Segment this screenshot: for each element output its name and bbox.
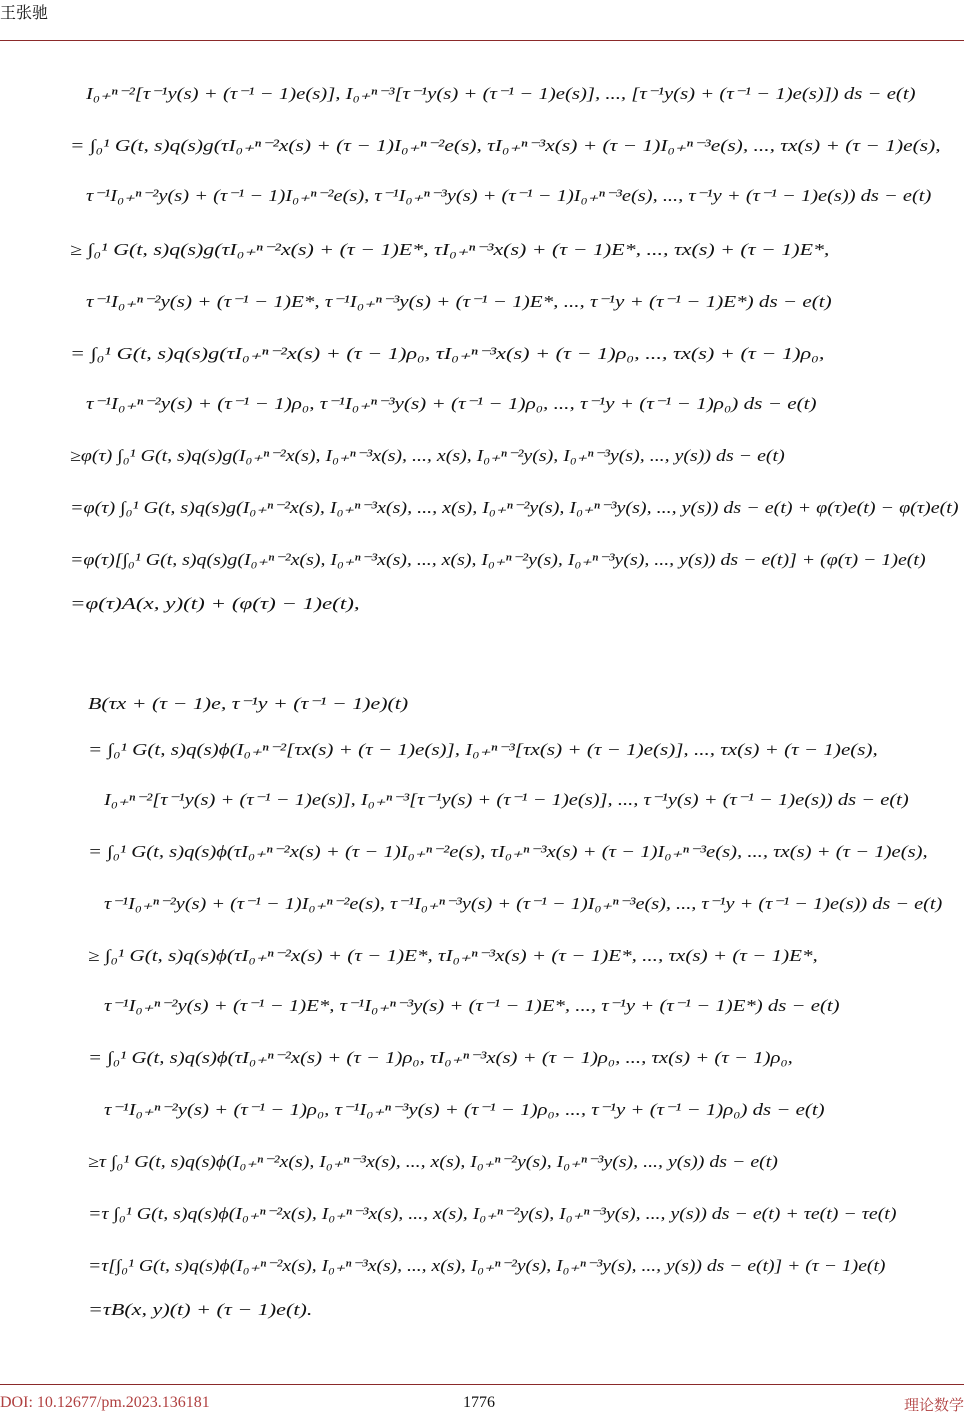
running-header-author: 王张驰 — [0, 3, 49, 22]
equation-line: =τ ∫₀¹ G(t, s)q(s)ϕ(I₀₊ⁿ⁻²x(s), I₀₊ⁿ⁻³x(s), ..., x(s), I₀₊ⁿ⁻²y(s), I₀₊ⁿ⁻³y(s), ..., y(s)) ds − e(t) + τe(t) − τe(t) — [88, 1204, 897, 1223]
footer-doi: DOI: 10.12677/pm.2023.136181 — [0, 1394, 210, 1411]
equation-line: ≥τ ∫₀¹ G(t, s)q(s)ϕ(I₀₊ⁿ⁻²x(s), I₀₊ⁿ⁻³x(s), ..., x(s), I₀₊ⁿ⁻²y(s), I₀₊ⁿ⁻³y(s), ..., y(s)) ds − e(t) — [88, 1152, 778, 1171]
equation-line: =τB(x, y)(t) + (τ − 1)e(t). — [88, 1300, 313, 1319]
header-rule — [0, 40, 964, 41]
equation-line: I₀₊ⁿ⁻²[τ⁻¹y(s) + (τ⁻¹ − 1)e(s)], I₀₊ⁿ⁻³[τ⁻¹y(s) + (τ⁻¹ − 1)e(s)], ..., τ⁻¹y(s) + (τ⁻¹ − 1)e(s)) ds − e(t) — [104, 790, 909, 809]
equation-line: = ∫₀¹ G(t, s)q(s)ϕ(τI₀₊ⁿ⁻²x(s) + (τ − 1)I₀₊ⁿ⁻²e(s), τI₀₊ⁿ⁻³x(s) + (τ − 1)I₀₊ⁿ⁻³e(s), ..., τx(s) + (τ − 1)e(s), — [88, 842, 928, 861]
equation-line: ≥φ(τ) ∫₀¹ G(t, s)q(s)g(I₀₊ⁿ⁻²x(s), I₀₊ⁿ⁻³x(s), ..., x(s), I₀₊ⁿ⁻²y(s), I₀₊ⁿ⁻³y(s), ..., y(s)) ds − e(t) — [70, 446, 785, 465]
footer-page-number: 1776 — [463, 1394, 495, 1411]
equation-line: τ⁻¹I₀₊ⁿ⁻²y(s) + (τ⁻¹ − 1)I₀₊ⁿ⁻²e(s), τ⁻¹I₀₊ⁿ⁻³y(s) + (τ⁻¹ − 1)I₀₊ⁿ⁻³e(s), ..., τ⁻¹y + (τ⁻¹ − 1)e(s)) ds − e(t) — [86, 186, 932, 205]
footer-rule — [0, 1384, 964, 1385]
equation-line: = ∫₀¹ G(t, s)q(s)g(τI₀₊ⁿ⁻²x(s) + (τ − 1)I₀₊ⁿ⁻²e(s), τI₀₊ⁿ⁻³x(s) + (τ − 1)I₀₊ⁿ⁻³e(s), ..., τx(s) + (τ − 1)e(s), — [70, 136, 941, 155]
footer-journal: 理论数学 — [903, 1396, 964, 1414]
equation-line: = ∫₀¹ G(t, s)q(s)g(τI₀₊ⁿ⁻²x(s) + (τ − 1)ρ₀, τI₀₊ⁿ⁻³x(s) + (τ − 1)ρ₀, ..., τx(s) + (τ − 1)ρ₀, — [70, 344, 825, 363]
equation-line: = ∫₀¹ G(t, s)q(s)ϕ(I₀₊ⁿ⁻²[τx(s) + (τ − 1)e(s)], I₀₊ⁿ⁻³[τx(s) + (τ − 1)e(s)], ..., τx(s) + (τ − 1)e(s), — [88, 740, 878, 759]
equation-line: =τ[∫₀¹ G(t, s)q(s)ϕ(I₀₊ⁿ⁻²x(s), I₀₊ⁿ⁻³x(s), ..., x(s), I₀₊ⁿ⁻²y(s), I₀₊ⁿ⁻³y(s), ..., y(s)) ds − e(t)] + (τ − 1)e(t) — [88, 1256, 886, 1275]
equation-line: B(τx + (τ − 1)e, τ⁻¹y + (τ⁻¹ − 1)e)(t) — [88, 694, 409, 713]
equation-line: τ⁻¹I₀₊ⁿ⁻²y(s) + (τ⁻¹ − 1)ρ₀, τ⁻¹I₀₊ⁿ⁻³y(s) + (τ⁻¹ − 1)ρ₀, ..., τ⁻¹y + (τ⁻¹ − 1)ρ₀) ds − e(t) — [104, 1100, 825, 1119]
equation-line: τ⁻¹I₀₊ⁿ⁻²y(s) + (τ⁻¹ − 1)I₀₊ⁿ⁻²e(s), τ⁻¹I₀₊ⁿ⁻³y(s) + (τ⁻¹ − 1)I₀₊ⁿ⁻³e(s), ..., τ⁻¹y + (τ⁻¹ − 1)e(s)) ds − e(t) — [104, 894, 943, 913]
equation-line: =φ(τ) ∫₀¹ G(t, s)q(s)g(I₀₊ⁿ⁻²x(s), I₀₊ⁿ⁻³x(s), ..., x(s), I₀₊ⁿ⁻²y(s), I₀₊ⁿ⁻³y(s), ..., y(s)) ds − e(t) + φ(τ)e(t) − φ(τ)e(t) — [70, 498, 959, 517]
equation-line: ≥ ∫₀¹ G(t, s)q(s)g(τI₀₊ⁿ⁻²x(s) + (τ − 1)E*, τI₀₊ⁿ⁻³x(s) + (τ − 1)E*, ..., τx(s) + (τ − 1)E*, — [70, 240, 830, 259]
equation-line: ≥ ∫₀¹ G(t, s)q(s)ϕ(τI₀₊ⁿ⁻²x(s) + (τ − 1)E*, τI₀₊ⁿ⁻³x(s) + (τ − 1)E*, ..., τx(s) + (τ − 1)E*, — [88, 946, 818, 965]
equation-line: τ⁻¹I₀₊ⁿ⁻²y(s) + (τ⁻¹ − 1)E*, τ⁻¹I₀₊ⁿ⁻³y(s) + (τ⁻¹ − 1)E*, ..., τ⁻¹y + (τ⁻¹ − 1)E*) ds − e(t) — [86, 292, 832, 311]
equation-line: τ⁻¹I₀₊ⁿ⁻²y(s) + (τ⁻¹ − 1)E*, τ⁻¹I₀₊ⁿ⁻³y(s) + (τ⁻¹ − 1)E*, ..., τ⁻¹y + (τ⁻¹ − 1)E*) ds − e(t) — [104, 996, 840, 1015]
equation-line: τ⁻¹I₀₊ⁿ⁻²y(s) + (τ⁻¹ − 1)ρ₀, τ⁻¹I₀₊ⁿ⁻³y(s) + (τ⁻¹ − 1)ρ₀, ..., τ⁻¹y + (τ⁻¹ − 1)ρ₀) ds − e(t) — [86, 394, 817, 413]
equation-line: =φ(τ)[∫₀¹ G(t, s)q(s)g(I₀₊ⁿ⁻²x(s), I₀₊ⁿ⁻³x(s), ..., x(s), I₀₊ⁿ⁻²y(s), I₀₊ⁿ⁻³y(s), ..., y(s)) ds − e(t)] + (φ(τ) − 1)e(t) — [70, 550, 926, 569]
equation-line: = ∫₀¹ G(t, s)q(s)ϕ(τI₀₊ⁿ⁻²x(s) + (τ − 1)ρ₀, τI₀₊ⁿ⁻³x(s) + (τ − 1)ρ₀, ..., τx(s) + (τ − 1)ρ₀, — [88, 1048, 793, 1067]
equation-line: =φ(τ)A(x, y)(t) + (φ(τ) − 1)e(t), — [70, 594, 360, 613]
equation-line: I₀₊ⁿ⁻²[τ⁻¹y(s) + (τ⁻¹ − 1)e(s)], I₀₊ⁿ⁻³[τ⁻¹y(s) + (τ⁻¹ − 1)e(s)], ..., [τ⁻¹y(s) + (τ⁻¹ − 1)e(s)]) ds − e(t) — [86, 84, 916, 103]
